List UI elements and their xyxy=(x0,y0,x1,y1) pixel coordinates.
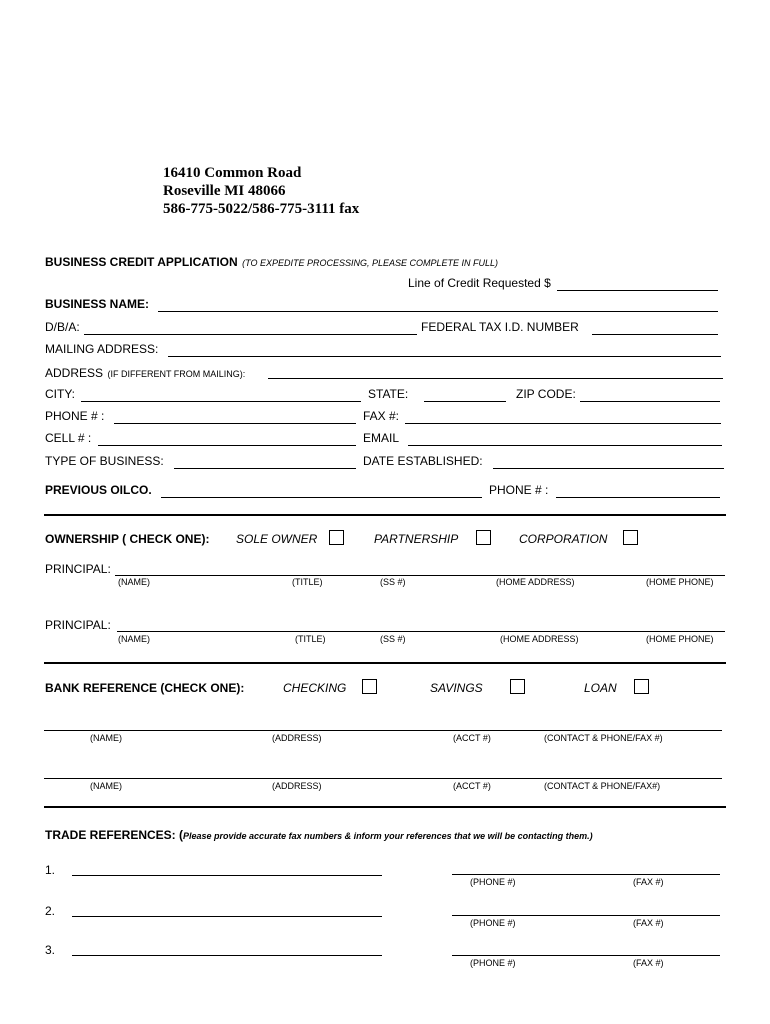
partnership-label: PARTNERSHIP xyxy=(374,532,459,546)
form-title-note: (TO EXPEDITE PROCESSING, PLEASE COMPLETE IN FULL) xyxy=(242,258,499,268)
date-established-label: DATE ESTABLISHED: xyxy=(363,454,483,468)
trade-ref-2-fax-label: (FAX #) xyxy=(633,918,664,928)
company-address-line1: 16410 Common Road xyxy=(163,165,302,181)
zip-label: ZIP CODE: xyxy=(516,387,576,401)
corporation-checkbox[interactable] xyxy=(623,530,638,545)
principal-2-col-title: (TITLE) xyxy=(295,634,326,644)
previous-oilco-field[interactable] xyxy=(161,497,482,498)
savings-checkbox[interactable] xyxy=(510,679,525,694)
trade-ref-3-phone-label: (PHONE #) xyxy=(470,958,516,968)
sole-owner-label: SOLE OWNER xyxy=(236,532,318,546)
trade-references-label: TRADE REFERENCES: ( xyxy=(45,828,184,842)
savings-label: SAVINGS xyxy=(430,681,483,695)
cell-label: CELL # : xyxy=(45,431,92,445)
line-of-credit-field[interactable] xyxy=(557,290,718,291)
principal-1-col-ss: (SS #) xyxy=(380,577,406,587)
business-name-field[interactable] xyxy=(158,311,718,312)
dba-label: D/B/A: xyxy=(45,320,80,334)
section-divider xyxy=(44,806,726,808)
email-field[interactable] xyxy=(408,445,722,446)
principal-2-col-home-address: (HOME ADDRESS) xyxy=(500,634,579,644)
trade-ref-1-name-field[interactable] xyxy=(72,875,382,876)
bank-1-col-name: (NAME) xyxy=(90,733,122,743)
federal-tax-id-field[interactable] xyxy=(592,334,718,335)
principal-1-field[interactable] xyxy=(115,575,725,576)
company-phone-fax: 586-775-5022/586-775-3111 fax xyxy=(163,201,360,217)
bank-reference-1-field[interactable] xyxy=(44,730,722,731)
alt-address-label xyxy=(45,364,245,382)
trade-references-heading xyxy=(45,826,593,844)
trade-ref-1-number: 1. xyxy=(45,863,56,877)
state-label: STATE: xyxy=(368,387,409,401)
fax-field[interactable] xyxy=(405,423,721,424)
section-divider xyxy=(44,662,726,664)
sole-owner-checkbox[interactable] xyxy=(329,530,344,545)
cell-field[interactable] xyxy=(98,445,356,446)
trade-ref-1-phone-label: (PHONE #) xyxy=(470,877,516,887)
alt-address-field[interactable] xyxy=(268,378,723,379)
bank-reference-label: BANK REFERENCE (CHECK ONE): xyxy=(45,681,245,695)
bank-2-col-address: (ADDRESS) xyxy=(272,781,322,791)
type-of-business-label: TYPE OF BUSINESS: xyxy=(45,454,164,468)
phone-field[interactable] xyxy=(114,423,356,424)
company-address-line2: Roseville MI 48066 xyxy=(163,183,286,199)
checking-label: CHECKING xyxy=(283,681,347,695)
corporation-label: CORPORATION xyxy=(519,532,608,546)
trade-ref-2-name-field[interactable] xyxy=(72,916,382,917)
dba-field[interactable] xyxy=(84,334,417,335)
previous-oilco-label: PREVIOUS OILCO. xyxy=(45,483,152,497)
principal-1-col-name: (NAME) xyxy=(118,577,150,587)
trade-references-note: Please provide accurate fax numbers & inform your references that we will be contacting them.) xyxy=(183,831,593,841)
mailing-address-label: MAILING ADDRESS: xyxy=(45,342,159,356)
previous-oilco-phone-field[interactable] xyxy=(556,497,720,498)
city-label: CITY: xyxy=(45,387,76,401)
principal-1-label: PRINCIPAL: xyxy=(45,562,111,576)
loan-label: LOAN xyxy=(584,681,617,695)
bank-2-col-acct: (ACCT #) xyxy=(453,781,491,791)
loan-checkbox[interactable] xyxy=(634,679,649,694)
partnership-checkbox[interactable] xyxy=(476,530,491,545)
principal-1-col-title: (TITLE) xyxy=(292,577,323,587)
city-field[interactable] xyxy=(81,401,361,402)
principal-2-field[interactable] xyxy=(117,631,725,632)
fax-label: FAX #: xyxy=(363,409,400,423)
trade-ref-1-contact-field[interactable] xyxy=(452,874,720,875)
bank-1-col-acct: (ACCT #) xyxy=(453,733,491,743)
form-title-main: BUSINESS CREDIT APPLICATION xyxy=(45,255,238,269)
form-title xyxy=(45,253,498,271)
trade-ref-3-fax-label: (FAX #) xyxy=(633,958,664,968)
zip-field[interactable] xyxy=(580,401,720,402)
section-divider xyxy=(44,514,726,516)
phone-label: PHONE # : xyxy=(45,409,105,423)
bank-1-col-contact: (CONTACT & PHONE/FAX #) xyxy=(544,733,663,743)
ownership-label: OWNERSHIP ( CHECK ONE): xyxy=(45,532,210,546)
principal-2-col-ss: (SS #) xyxy=(380,634,406,644)
principal-1-col-home-phone: (HOME PHONE) xyxy=(646,577,714,587)
checking-checkbox[interactable] xyxy=(362,679,377,694)
type-of-business-field[interactable] xyxy=(174,468,356,469)
federal-tax-id-label: FEDERAL TAX I.D. NUMBER xyxy=(421,320,579,334)
business-name-label: BUSINESS NAME: xyxy=(45,297,150,311)
email-label: EMAIL xyxy=(363,431,400,445)
alt-address-label-note: (IF DIFFERENT FROM MAILING): xyxy=(107,369,246,379)
trade-ref-2-phone-label: (PHONE #) xyxy=(470,918,516,928)
principal-2-label: PRINCIPAL: xyxy=(45,618,111,632)
bank-reference-2-field[interactable] xyxy=(44,778,722,779)
date-established-field[interactable] xyxy=(493,468,724,469)
alt-address-label-main: ADDRESS xyxy=(45,366,104,380)
state-field[interactable] xyxy=(424,401,506,402)
trade-ref-3-name-field[interactable] xyxy=(72,955,382,956)
line-of-credit-label: Line of Credit Requested $ xyxy=(408,276,551,290)
mailing-address-field[interactable] xyxy=(168,356,721,357)
bank-2-col-name: (NAME) xyxy=(90,781,122,791)
bank-1-col-address: (ADDRESS) xyxy=(272,733,322,743)
trade-ref-3-number: 3. xyxy=(45,943,56,957)
trade-ref-2-number: 2. xyxy=(45,904,56,918)
bank-2-col-contact: (CONTACT & PHONE/FAX#) xyxy=(544,781,661,791)
trade-ref-1-fax-label: (FAX #) xyxy=(633,877,664,887)
previous-oilco-phone-label: PHONE # : xyxy=(489,483,549,497)
trade-ref-2-contact-field[interactable] xyxy=(452,915,720,916)
principal-2-col-home-phone: (HOME PHONE) xyxy=(646,634,714,644)
principal-2-col-name: (NAME) xyxy=(118,634,150,644)
trade-ref-3-contact-field[interactable] xyxy=(452,955,720,956)
principal-1-col-home-address: (HOME ADDRESS) xyxy=(496,577,575,587)
